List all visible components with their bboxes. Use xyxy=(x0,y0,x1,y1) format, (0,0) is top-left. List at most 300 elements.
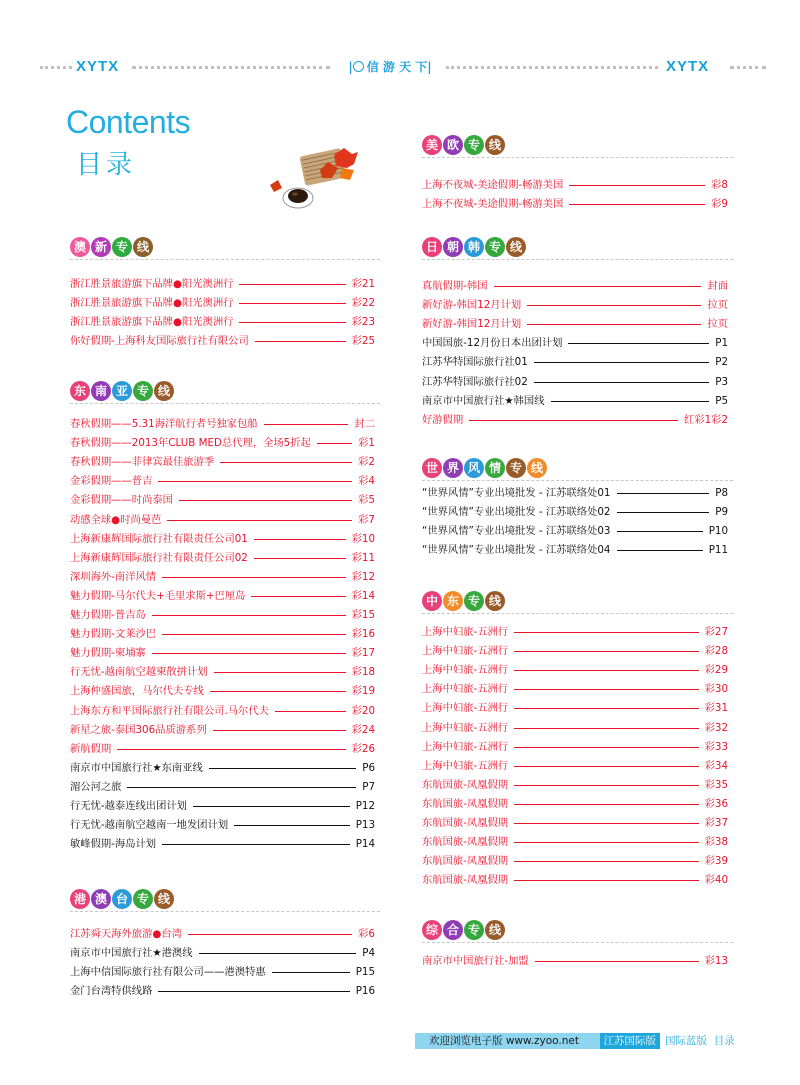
section-heading-char: 线 xyxy=(527,458,547,478)
toc-leader-line xyxy=(514,766,699,767)
toc-leader-line xyxy=(514,708,699,709)
toc-leader-line xyxy=(514,804,699,805)
toc-entry[interactable] xyxy=(70,313,375,331)
toc-entry[interactable] xyxy=(422,680,728,698)
toc-entry-page: 红彩1彩2 xyxy=(684,413,728,426)
header-dots-right-2 xyxy=(730,66,766,69)
toc-entry-title: 上海中信国际旅行社有限公司——港澳特惠 xyxy=(70,966,266,979)
toc-leader-line xyxy=(188,934,352,935)
section-heading-char: 亚 xyxy=(112,381,132,401)
toc-leader-line xyxy=(162,577,346,578)
toc-entry-title: 上海新康辉国际旅行社有限责任公司02 xyxy=(70,551,248,564)
toc-entry-page: 彩29 xyxy=(704,664,728,677)
toc-leader-line xyxy=(234,825,350,826)
header-dots-right xyxy=(446,66,658,69)
section-heading-char: 线 xyxy=(154,381,174,401)
section-divider xyxy=(422,259,733,260)
toc-leader-line xyxy=(264,424,349,425)
section-heading-char: 新 xyxy=(91,237,111,257)
toc-entry-title: 上海中妇旅-五洲行 xyxy=(422,702,509,715)
section-heading-aoxin xyxy=(70,236,154,258)
toc-entry[interactable] xyxy=(70,663,375,681)
toc-entry[interactable] xyxy=(70,294,375,312)
toc-leader-line xyxy=(568,343,709,344)
toc-leader-line xyxy=(514,747,699,748)
toc-entry[interactable] xyxy=(422,296,728,314)
toc-entry-title: “世界风情”专业出境批发 - 江苏联络处01 xyxy=(422,487,611,499)
header-center: | 信 游 天 下| xyxy=(348,60,432,74)
header-logo-left: XYTX xyxy=(76,58,120,75)
section-heading-char: 线 xyxy=(506,237,526,257)
section-heading-char: 专 xyxy=(464,591,484,611)
toc-leader-line xyxy=(514,632,699,633)
toc-entry-page: 彩33 xyxy=(704,740,728,753)
toc-leader-line xyxy=(239,284,345,285)
toc-entry-title: 行无忧-越泰连线出团计划 xyxy=(70,800,187,812)
toc-leader-line xyxy=(514,670,699,671)
toc-entry[interactable] xyxy=(70,587,375,605)
toc-entry-page: 封二 xyxy=(354,418,375,430)
toc-entry-page: 彩32 xyxy=(704,721,728,734)
toc-entry-page: 彩28 xyxy=(704,645,728,658)
toc-leader-line xyxy=(127,787,356,788)
toc-entry[interactable] xyxy=(422,484,728,502)
toc-entry-page: P9 xyxy=(715,506,728,519)
toc-entry[interactable] xyxy=(70,625,375,643)
toc-entry-page: P11 xyxy=(708,544,728,557)
toc-entry-title: 东航国旅-凤凰假期 xyxy=(422,778,509,791)
toc-leader-line xyxy=(239,303,345,304)
toc-entry[interactable] xyxy=(422,392,728,410)
toc-entry[interactable] xyxy=(70,568,375,586)
toc-entry-title: 上海中妇旅-五洲行 xyxy=(422,645,509,658)
toc-entry[interactable] xyxy=(70,530,375,548)
toc-entry-page: P13 xyxy=(355,819,375,832)
toc-entry-page: 彩13 xyxy=(704,955,728,967)
toc-entry-title: 魅力假期-普吉岛 xyxy=(70,609,146,621)
toc-entry-page: P8 xyxy=(715,487,728,499)
toc-leader-line xyxy=(152,653,346,654)
toc-entry-title: 你好假期-上海科友国际旅行社有限公司 xyxy=(70,335,249,348)
toc-entry-title: 春秋假期——2013年CLUB MED总代理，全场5折起 xyxy=(70,437,311,450)
toc-entry-page: 彩38 xyxy=(704,836,728,849)
toc-entry-page: P16 xyxy=(355,985,375,998)
section-heading-char: 专 xyxy=(485,237,505,257)
toc-leader-line xyxy=(199,953,357,954)
toc-leader-line xyxy=(272,972,350,973)
toc-leader-line xyxy=(275,711,346,712)
toc-entry[interactable] xyxy=(422,503,728,521)
toc-leader-line xyxy=(514,651,699,652)
section-heading-char: 美 xyxy=(422,135,442,155)
toc-entry[interactable] xyxy=(422,833,728,851)
toc-entry-title: 浙江胜景旅游旗下品牌●阳光澳洲行 xyxy=(70,278,234,290)
toc-entry-page: 彩23 xyxy=(351,316,375,329)
toc-entry[interactable] xyxy=(422,719,728,737)
toc-entry-page: 彩24 xyxy=(351,723,375,736)
toc-entry[interactable] xyxy=(70,797,375,815)
title-en: Contents xyxy=(66,104,191,140)
toc-entry-title: 上海中妇旅-五洲行 xyxy=(422,740,509,753)
toc-entry[interactable] xyxy=(70,549,375,567)
toc-leader-line xyxy=(317,443,352,444)
toc-entry-title: 新航假期 xyxy=(70,742,112,755)
toc-entry-page: P6 xyxy=(362,761,375,774)
toc-entry[interactable] xyxy=(70,332,375,350)
toc-entry-title: 金门台湾特供线路 xyxy=(70,985,153,998)
header-logo-right: XYTX xyxy=(666,58,710,75)
toc-entry-title: 江苏华特国际旅行社02 xyxy=(422,375,528,388)
toc-entry-title: 上海仲盛国旅，马尔代夫专线 xyxy=(70,685,204,698)
toc-entry-page: 彩26 xyxy=(351,742,375,755)
toc-entry-title: 东航国旅-凤凰假期 xyxy=(422,817,509,829)
section-heading-char: 专 xyxy=(464,135,484,155)
toc-leader-line xyxy=(469,420,678,421)
toc-entry-page: 彩10 xyxy=(351,532,375,545)
toc-entry-page: 拉页 xyxy=(707,318,728,331)
toc-entry-title: 金彩假期——普吉 xyxy=(70,475,153,488)
section-heading-char: 南 xyxy=(91,381,111,401)
toc-entry-page: 拉页 xyxy=(707,299,728,312)
footer-section xyxy=(665,1033,735,1049)
toc-entry-page: P15 xyxy=(355,966,375,979)
section-heading-char: 澳 xyxy=(91,889,111,909)
toc-entry-page: P4 xyxy=(362,947,375,960)
toc-entry[interactable] xyxy=(70,835,375,853)
toc-entry-title: 上海中妇旅-五洲行 xyxy=(422,759,509,772)
toc-entry-page: 彩9 xyxy=(711,198,728,211)
section-heading-char: 线 xyxy=(133,237,153,257)
toc-entry[interactable] xyxy=(70,740,375,758)
toc-entry[interactable] xyxy=(70,682,375,700)
toc-entry-title: 浙江胜景旅游旗下品牌●阳光澳洲行 xyxy=(70,316,234,329)
section-heading-rch xyxy=(422,236,527,258)
section-heading-zh xyxy=(422,919,506,941)
toc-entry[interactable] xyxy=(422,522,728,540)
toc-entry-title: 南京市中国旅行社★东南亚线 xyxy=(70,761,203,774)
section-divider xyxy=(422,480,733,481)
toc-entry-title: 上海中妇旅-五洲行 xyxy=(422,626,509,638)
toc-entry-title: 东航国旅-凤凰假期 xyxy=(422,797,509,810)
toc-entry-title: 上海不夜城-美途假期-畅游美国 xyxy=(422,198,564,211)
toc-entry-title: 中国国旅-12月份日本出团计划 xyxy=(422,337,563,350)
toc-entry[interactable] xyxy=(422,852,728,870)
toc-entry-title: 好游假期 xyxy=(422,413,464,426)
toc-entry-title: 动感全球●时尚曼芭 xyxy=(70,513,162,526)
toc-leader-line xyxy=(514,689,699,690)
toc-entry-page: 彩40 xyxy=(704,874,728,887)
toc-leader-line xyxy=(514,842,699,843)
section-heading-char: 中 xyxy=(422,591,442,611)
toc-leader-line xyxy=(210,691,346,692)
toc-entry[interactable] xyxy=(70,644,375,662)
toc-entry[interactable] xyxy=(422,176,728,194)
toc-entry-page: 彩22 xyxy=(351,297,375,310)
section-heading-sjfq xyxy=(422,457,548,479)
toc-entry[interactable] xyxy=(70,491,375,509)
header-slogan: 信 游 天 下 xyxy=(366,60,428,74)
toc-entry[interactable] xyxy=(422,623,728,641)
coffee-leaves-illustration xyxy=(262,140,362,215)
toc-entry[interactable] xyxy=(70,963,375,981)
toc-entry-page: 彩20 xyxy=(351,704,375,717)
toc-leader-line xyxy=(220,462,352,463)
section-heading-char: 台 xyxy=(112,889,132,909)
section-heading-char: 合 xyxy=(443,920,463,940)
toc-entry-page: 彩36 xyxy=(704,797,728,810)
section-heading-char: 东 xyxy=(70,381,90,401)
toc-entry-page: 彩19 xyxy=(351,685,375,698)
section-heading-char: 专 xyxy=(112,237,132,257)
toc-entry-title: 上海东方和平国际旅行社有限公司.马尔代夫 xyxy=(70,704,269,717)
section-heading-char: 界 xyxy=(443,458,463,478)
toc-entry-title: 新好游-韩国12月计划 xyxy=(422,318,522,331)
header-dots-left xyxy=(40,66,72,69)
toc-entry[interactable] xyxy=(70,944,375,962)
toc-entry-page: 彩12 xyxy=(351,570,375,583)
toc-entry[interactable] xyxy=(422,871,728,889)
toc-entry[interactable] xyxy=(70,721,375,739)
toc-leader-line xyxy=(239,322,345,323)
toc-entry-title: 东航国旅-凤凰假期 xyxy=(422,874,509,887)
toc-entry[interactable] xyxy=(422,776,728,794)
section-heading-char: 港 xyxy=(70,889,90,909)
toc-leader-line xyxy=(569,204,705,205)
section-heading-char: 线 xyxy=(485,591,505,611)
toc-entry[interactable] xyxy=(70,453,375,471)
toc-entry[interactable] xyxy=(422,952,728,970)
toc-entry[interactable] xyxy=(422,795,728,813)
toc-entry-page: P3 xyxy=(715,375,728,388)
toc-entry-page: 彩30 xyxy=(704,683,728,696)
section-divider xyxy=(422,157,733,158)
toc-entry-title: 东航国旅-凤凰假期 xyxy=(422,836,509,849)
toc-leader-line xyxy=(494,286,702,287)
section-divider xyxy=(70,403,380,404)
section-heading-char: 韩 xyxy=(464,237,484,257)
toc-entry-page: 彩21 xyxy=(351,278,375,290)
section-divider xyxy=(70,911,380,912)
toc-leader-line xyxy=(514,785,699,786)
title-zh: 目录 xyxy=(76,150,137,180)
footer-toc-label: 目录 xyxy=(713,1035,735,1047)
footer-edition: 江苏国际版 xyxy=(600,1033,661,1049)
toc-entry-title: 魅力假期-柬埔寨 xyxy=(70,647,146,660)
section-heading-char: 情 xyxy=(485,458,505,478)
toc-entry-title: “世界风情”专业出境批发 - 江苏联络处04 xyxy=(422,544,611,557)
toc-leader-line xyxy=(209,768,356,769)
toc-leader-line xyxy=(158,991,349,992)
section-heading-char: 线 xyxy=(154,889,174,909)
section-heading-char: 世 xyxy=(422,458,442,478)
toc-entry-title: 湄公河之旅 xyxy=(70,780,122,793)
toc-entry-page: 彩2 xyxy=(358,456,375,469)
toc-leader-line xyxy=(193,806,350,807)
toc-leader-line xyxy=(514,861,699,862)
section-heading-char: 朝 xyxy=(443,237,463,257)
footer-welcome: 欢迎浏览电子版 www.zyoo.net xyxy=(429,1035,579,1047)
toc-entry[interactable] xyxy=(70,472,375,490)
toc-leader-line xyxy=(617,493,710,494)
toc-entry-page: P14 xyxy=(355,838,375,851)
toc-entry-title: “世界风情”专业出境批发 - 江苏联络处02 xyxy=(422,506,611,519)
toc-entry-page: 彩25 xyxy=(351,335,375,348)
section-heading-char: 综 xyxy=(422,920,442,940)
toc-entry-title: 浙江胜景旅游旗下品牌●阳光澳洲行 xyxy=(70,297,234,310)
toc-leader-line xyxy=(617,550,703,551)
toc-entry-page: 彩15 xyxy=(351,609,375,621)
toc-entry[interactable] xyxy=(70,275,375,293)
toc-entry-title: 魅力假期-文莱沙巴 xyxy=(70,628,157,641)
toc-leader-line xyxy=(534,382,709,383)
toc-entry-title: 新好游-韩国12月计划 xyxy=(422,299,522,312)
toc-entry-title: 南京市中国旅行社★韩国线 xyxy=(422,394,545,407)
toc-entry-page: 彩6 xyxy=(358,928,375,940)
toc-entry[interactable] xyxy=(422,699,728,717)
toc-entry-title: 上海不夜城-美途假期-畅游美国 xyxy=(422,179,564,191)
toc-entry[interactable] xyxy=(70,925,375,943)
toc-entry-page: 彩35 xyxy=(704,778,728,791)
toc-leader-line xyxy=(514,728,699,729)
toc-leader-line xyxy=(152,615,346,616)
toc-entry[interactable] xyxy=(70,434,375,452)
section-heading-meiou xyxy=(422,134,506,156)
toc-entry-page: 封面 xyxy=(707,280,728,292)
section-heading-dny xyxy=(70,380,175,402)
toc-entry[interactable] xyxy=(70,816,375,834)
toc-entry-title: 春秋假期——菲律宾最佳旅游季 xyxy=(70,456,215,469)
toc-leader-line xyxy=(527,305,701,306)
toc-entry[interactable] xyxy=(422,334,728,352)
toc-leader-line xyxy=(158,481,352,482)
toc-entry-title: 南京市中国旅行社-加盟 xyxy=(422,955,529,967)
toc-entry[interactable] xyxy=(422,373,728,391)
toc-leader-line xyxy=(569,185,705,186)
toc-entry-page: 彩27 xyxy=(704,626,728,638)
toc-entry-title: 东航国旅-凤凰假期 xyxy=(422,855,509,868)
toc-entry-title: 春秋假期——5.31海洋航行者号独家包船 xyxy=(70,418,258,430)
toc-leader-line xyxy=(551,401,710,402)
toc-entry-page: P5 xyxy=(715,394,728,407)
toc-entry[interactable] xyxy=(422,353,728,371)
toc-entry[interactable] xyxy=(70,702,375,720)
toc-entry-page: 彩4 xyxy=(358,475,375,488)
toc-entry-page: 彩39 xyxy=(704,855,728,868)
toc-leader-line xyxy=(254,558,346,559)
toc-entry[interactable] xyxy=(70,606,375,624)
toc-entry-page: P12 xyxy=(355,800,375,812)
toc-entry-title: 敏峰假期-海岛计划 xyxy=(70,838,157,851)
toc-entry[interactable] xyxy=(70,415,375,433)
toc-entry[interactable] xyxy=(422,277,728,295)
section-heading-char: 专 xyxy=(506,458,526,478)
toc-leader-line xyxy=(617,531,703,532)
toc-entry[interactable] xyxy=(422,541,728,559)
toc-entry-title: 魅力假期-马尔代夫+毛里求斯+巴厘岛 xyxy=(70,589,246,602)
toc-leader-line xyxy=(214,672,346,673)
section-heading-gat xyxy=(70,888,175,910)
toc-entry-page: 彩14 xyxy=(351,589,375,602)
toc-entry-title: 上海中妇旅-五洲行 xyxy=(422,664,509,677)
toc-leader-line xyxy=(514,880,699,881)
toc-leader-line xyxy=(251,596,345,597)
toc-entry-page: 彩8 xyxy=(711,179,728,191)
toc-entry-page: 彩1 xyxy=(358,437,375,450)
toc-entry-title: 上海新康辉国际旅行社有限责任公司01 xyxy=(70,532,248,545)
toc-leader-line xyxy=(162,844,350,845)
section-heading-char: 风 xyxy=(464,458,484,478)
toc-entry-page: 彩31 xyxy=(704,702,728,715)
toc-entry-title: 新星之旅-泰国306品质游系列 xyxy=(70,723,207,736)
toc-leader-line xyxy=(167,520,352,521)
toc-entry[interactable] xyxy=(422,738,728,756)
toc-entry[interactable] xyxy=(422,757,728,775)
toc-entry-page: 彩37 xyxy=(704,817,728,829)
toc-entry-page: P10 xyxy=(708,525,728,538)
toc-entry-page: 彩18 xyxy=(351,666,375,679)
section-heading-char: 日 xyxy=(422,237,442,257)
toc-entry-title: 真航假期-韩国 xyxy=(422,280,488,292)
toc-leader-line xyxy=(534,362,709,363)
toc-entry[interactable] xyxy=(70,759,375,777)
section-heading-char: 欧 xyxy=(443,135,463,155)
toc-entry-title: 江苏华特国际旅行社01 xyxy=(422,356,528,369)
toc-entry-page: P7 xyxy=(362,780,375,793)
toc-entry[interactable] xyxy=(422,814,728,832)
section-divider xyxy=(422,942,733,943)
toc-leader-line xyxy=(213,730,346,731)
toc-entry-page: 彩11 xyxy=(351,551,375,564)
toc-leader-line xyxy=(117,749,345,750)
toc-entry-page: P2 xyxy=(715,356,728,369)
toc-entry-title: 江苏舜天海外旅游●台湾 xyxy=(70,928,182,940)
section-heading-char: 专 xyxy=(133,889,153,909)
toc-entry[interactable] xyxy=(422,411,728,429)
toc-entry-title: 行无忧-越南航空越南一地发团计划 xyxy=(70,819,229,832)
toc-leader-line xyxy=(617,512,710,513)
toc-entry[interactable] xyxy=(70,982,375,1000)
toc-entry-page: 彩16 xyxy=(351,628,375,641)
section-heading-char: 澳 xyxy=(70,237,90,257)
section-heading-zd xyxy=(422,590,506,612)
toc-entry[interactable] xyxy=(422,642,728,660)
smiley-icon xyxy=(353,61,364,72)
toc-entry[interactable] xyxy=(422,315,728,333)
toc-entry[interactable] xyxy=(422,195,728,213)
toc-entry-title: 行无忧-越南航空越柬散拼计划 xyxy=(70,666,208,679)
section-heading-char: 线 xyxy=(485,135,505,155)
toc-entry-title: 上海中妇旅-五洲行 xyxy=(422,683,509,696)
toc-entry[interactable] xyxy=(422,661,728,679)
toc-leader-line xyxy=(162,634,346,635)
toc-entry-page: 彩17 xyxy=(351,647,375,660)
toc-leader-line xyxy=(179,500,352,501)
toc-entry-page: 彩7 xyxy=(358,513,375,526)
footer-section-name: 国际蓝版 xyxy=(665,1035,707,1047)
section-heading-char: 东 xyxy=(443,591,463,611)
toc-leader-line xyxy=(255,341,346,342)
toc-entry-title: 南京市中国旅行社★港澳线 xyxy=(70,947,193,960)
toc-leader-line xyxy=(535,961,699,962)
toc-entry[interactable] xyxy=(70,511,375,529)
toc-entry-title: “世界风情”专业出境批发 - 江苏联络处03 xyxy=(422,525,611,538)
section-heading-char: 线 xyxy=(485,920,505,940)
toc-leader-line xyxy=(514,823,699,824)
toc-entry-title: 金彩假期——时尚泰国 xyxy=(70,494,173,507)
section-heading-char: 专 xyxy=(133,381,153,401)
footer-banner xyxy=(415,1033,660,1049)
toc-entry[interactable] xyxy=(70,778,375,796)
